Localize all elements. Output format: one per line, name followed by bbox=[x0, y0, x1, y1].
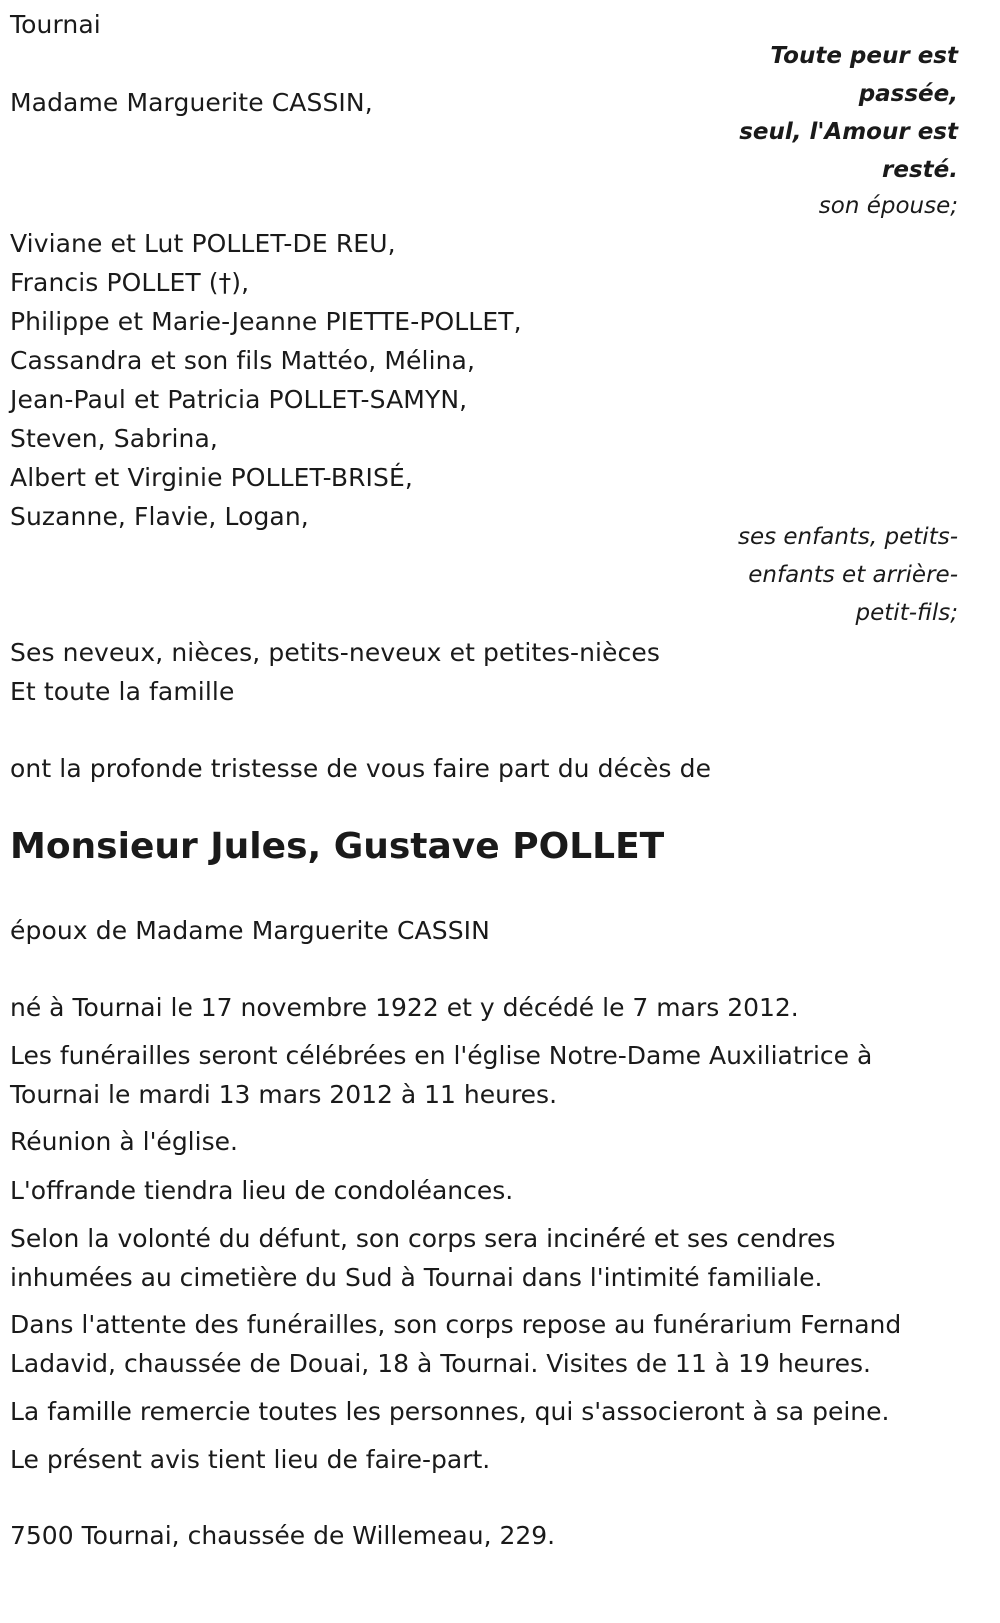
child-line: Viviane et Lut POLLET-DE REU, bbox=[10, 229, 396, 258]
announcement-intro: ont la profonde tristesse de vous faire part du décès de bbox=[10, 754, 712, 783]
widow-role: son épouse; bbox=[818, 193, 958, 219]
quote-line: Toute peur est bbox=[770, 43, 958, 69]
funeral-paragraph bbox=[10, 1036, 970, 1114]
cremation-paragraph bbox=[10, 1219, 970, 1297]
city-heading: Tournai bbox=[10, 10, 101, 39]
child-line: Philippe et Marie-Jeanne PIETTE-POLLET, bbox=[10, 307, 522, 336]
child-line: Francis POLLET (†), bbox=[10, 268, 250, 297]
quote-line: passée, bbox=[858, 81, 958, 107]
spouse-line: époux de Madame Marguerite CASSIN bbox=[10, 916, 490, 945]
quote-line: resté. bbox=[882, 157, 958, 183]
extended-family-line: Ses neveux, nièces, petits-neveux et petites-nièces bbox=[10, 638, 660, 667]
children-role-line: petit-fils; bbox=[855, 600, 958, 626]
child-line: Steven, Sabrina, bbox=[10, 424, 218, 453]
children-role-line: enfants et arrière- bbox=[748, 562, 958, 588]
notice-line: Le présent avis tient lieu de faire-part. bbox=[10, 1445, 491, 1474]
child-line: Suzanne, Flavie, Logan, bbox=[10, 502, 309, 531]
quote-block bbox=[698, 37, 958, 223]
funerarium-paragraph bbox=[10, 1305, 970, 1383]
widow-name: Madame Marguerite CASSIN, bbox=[10, 88, 373, 117]
thanks-line: La famille remercie toutes les personnes, qui s'associeront à sa peine. bbox=[10, 1397, 890, 1426]
extended-family bbox=[10, 633, 660, 711]
child-line: Albert et Virginie POLLET-BRISÉ, bbox=[10, 463, 413, 492]
funerarium-line: Dans l'attente des funérailles, son corps repose au funérarium Fernand bbox=[10, 1310, 902, 1339]
funeral-line: Les funérailles seront célébrées en l'église Notre-Dame Auxiliatrice à bbox=[10, 1041, 873, 1070]
children-role-line: ses enfants, petits- bbox=[737, 524, 958, 550]
child-line: Jean-Paul et Patricia POLLET-SAMYN, bbox=[10, 385, 468, 414]
cremation-line: Selon la volonté du défunt, son corps sera inciné́ré et ses cendres bbox=[10, 1224, 836, 1253]
family-children-list bbox=[10, 224, 522, 536]
child-line: Cassandra et son fils Mattéo, Mélina, bbox=[10, 346, 476, 375]
deceased-name: Monsieur Jules, Gustave POLLET bbox=[10, 826, 665, 867]
cremation-line: inhumées au cimetière du Sud à Tournai dans l'intimité familiale. bbox=[10, 1263, 823, 1292]
children-role bbox=[698, 518, 958, 632]
address-line: 7500 Tournai, chaussée de Willemeau, 229. bbox=[10, 1521, 556, 1550]
funerarium-line: Ladavid, chaussée de Douai, 18 à Tournai. Visites de 11 à 19 heures. bbox=[10, 1349, 871, 1378]
extended-family-line: Et toute la famille bbox=[10, 677, 235, 706]
offering-line: L'offrande tiendra lieu de condoléances. bbox=[10, 1176, 514, 1205]
meeting-line: Réunion à l'église. bbox=[10, 1127, 238, 1156]
birth-death-line: né à Tournai le 17 novembre 1922 et y décédé le 7 mars 2012. bbox=[10, 993, 799, 1022]
quote-line: seul, l'Amour est bbox=[739, 119, 958, 145]
funeral-line: Tournai le mardi 13 mars 2012 à 11 heures. bbox=[10, 1080, 558, 1109]
